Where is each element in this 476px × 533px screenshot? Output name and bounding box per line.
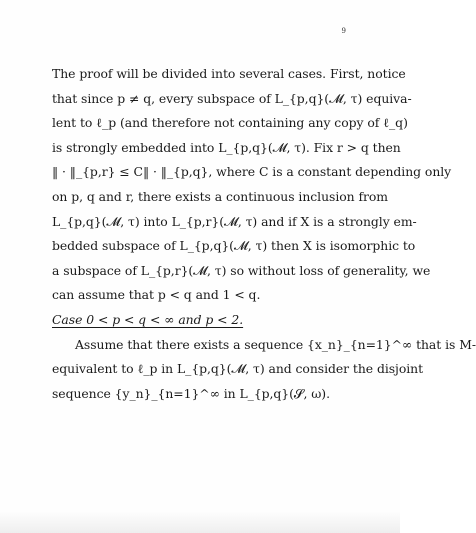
case-heading-line [52, 308, 362, 333]
text-line: bedded subspace of L_{p,q}(𝓜, τ) then X is isomorphic to [52, 238, 416, 254]
text-line: ‖ · ‖_{p,r} ≤ C‖ · ‖_{p,q}, where C is a constant depending only [52, 164, 452, 180]
text-line: Assume that there exists a sequence {x_n}_{n=1}^∞ that is M- [75, 336, 476, 352]
page-number: 9 [341, 27, 346, 35]
text-line: a subspace of L_{p,r}(𝓜, τ) so without loss of generality, we [52, 262, 431, 278]
text-line: is strongly embedded into L_{p,q}(𝓜, τ). Fix r > q then [52, 139, 401, 155]
text-line: equivalent to ℓ_p in L_{p,q}(𝓜, τ) and consider the disjoint [52, 361, 424, 377]
scan-shadow [0, 511, 400, 533]
case-heading: Case 0 < p < q < ∞ and p < 2. [52, 311, 244, 327]
text-line: can assume that p < q and 1 < q. [52, 287, 261, 303]
text-line: The proof will be divided into several cases. First, notice [52, 66, 406, 81]
body-text [52, 62, 476, 406]
text-line: sequence {y_n}_{n=1}^∞ in L_{p,q}(𝓢, ω). [52, 385, 330, 401]
text-line: lent to ℓ_p (and therefore not containing any copy of ℓ_q) [52, 115, 408, 131]
text-line: L_{p,q}(𝓜, τ) into L_{p,r}(𝓜, τ) and if X is a strongly em- [52, 213, 417, 229]
text-line: that since p ≠ q, every subspace of L_{p,q}(𝓜, τ) equiva- [52, 90, 412, 106]
text-line: on p, q and r, there exists a continuous inclusion from [52, 188, 388, 204]
